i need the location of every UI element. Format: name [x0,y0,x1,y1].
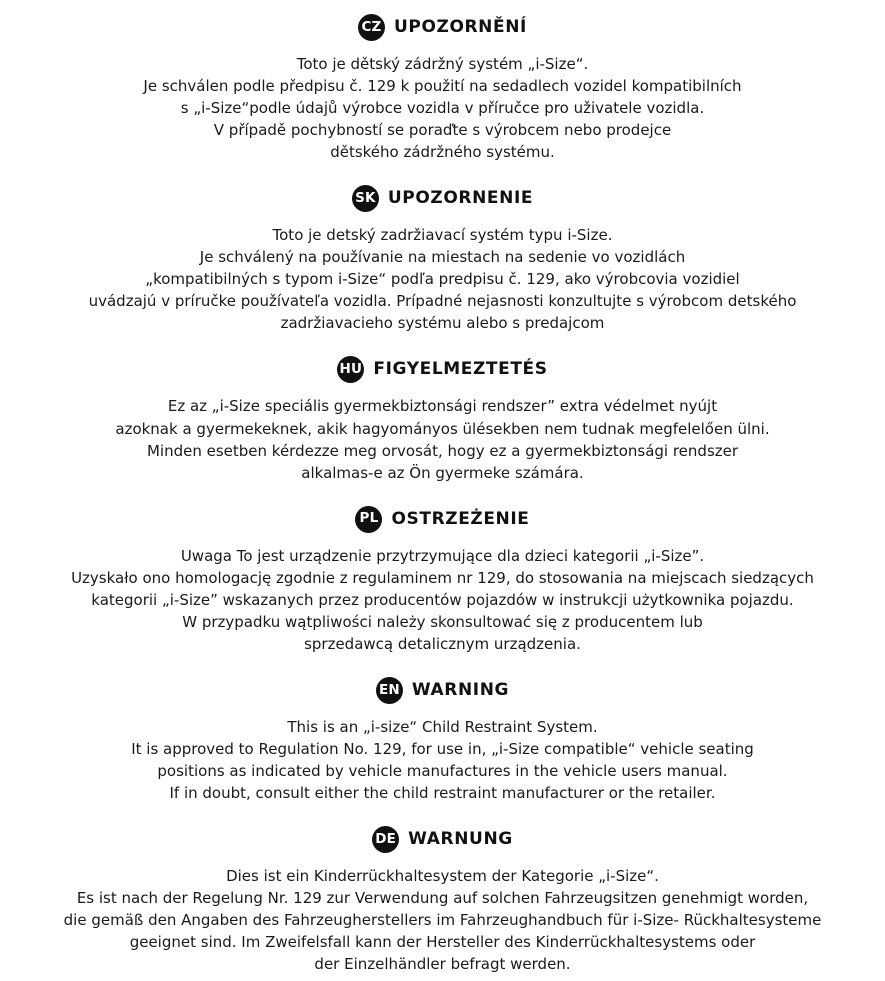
section-header-pl [0,506,885,533]
section-body-en [0,716,885,804]
body-line: Je schválen podle předpisu č. 129 k použití na sedadlech vozidel kompatibilních [143,77,742,96]
body-line: Toto je dětský zádržný systém „i-Size“. [296,55,589,73]
body-line: azoknak a gyermekeknek, akik hagyományos ülésekben nem tudnak megfelelően ülni. [115,419,770,438]
body-line: V případě pochybností se poraďte s výrobcem nebo prodejce [213,121,672,140]
body-line: „kompatibilných s typom i-Size“ podľa predpisu č. 129, ako výrobcovia vozidiel [145,270,740,289]
language-badge-hu: HU [337,356,364,383]
body-line: dětského zádržného systému. [330,143,555,162]
section-title-cz: UPOZORNĚNÍ [394,17,527,37]
body-line: positions as indicated by vehicle manufactures in the vehicle users manual. [157,761,728,780]
body-line: Je schválený na používanie na miestach na sedenie vo vozidlách [199,248,686,267]
warning-section-en [0,677,885,804]
body-line: W przypadku wątpliwości należy skonsultować się z producentem lub [182,612,703,631]
section-title-en: WARNING [411,679,510,700]
warning-section-pl [0,506,885,655]
body-line: Ez az „i-Size speciális gyermekbiztonsági rendszer” extra védelmet nyújt [167,397,718,416]
language-badge-sk: SK [352,185,379,212]
body-line: der Einzelhändler befragt werden. [314,955,571,974]
body-line: If in doubt, consult either the child restraint manufacturer or the retailer. [169,784,716,803]
language-badge-de: DE [372,826,399,853]
section-title-de: WARNUNG [408,829,513,850]
warning-section-sk [0,185,885,334]
warning-section-de [0,826,885,975]
language-badge-en: EN [376,677,403,704]
body-line: Es ist nach der Regelung Nr. 129 zur Verwendung auf solchen Fahrzeugsitzen genehmigt worden, [76,889,809,908]
body-line: Minden esetben kérdezze meg orvosát, hogy ez a gyermekbiztonsági rendszer [146,441,739,460]
language-badge-pl: PL [355,506,382,533]
section-body-cz [0,53,885,163]
body-line: s „i-Size“podle údajů výrobce vozidla v příručce pro uživatele vozidla. [180,99,705,118]
section-body-pl [0,545,885,655]
body-line: uvádzajú v príručke používateľa vozidla. Prípadné nejasnosti konzultujte s výrobcom detského [88,292,797,311]
body-line: zadržiavacieho systému alebo s predajcom [280,314,605,333]
body-line: geeignet sind. Im Zweifelsfall kann der Hersteller des Kinderrückhaltesystems oder [129,933,756,952]
section-title-pl: OSTRZEŻENIE [391,508,530,529]
section-title-sk: UPOZORNENIE [387,188,534,209]
section-body-de [0,865,885,975]
section-body-sk [0,224,885,334]
body-line: Uwaga To jest urządzenie przytrzymujące dla dzieci kategorii „i-Size”. [180,546,705,565]
body-line: Toto je detský zadržiavací systém typu i-Size. [272,226,613,245]
body-line: die gemäß den Angaben des Fahrzeugherstellers im Fahrzeughandbuch für i-Size- Rückhaltesysteme [63,911,822,930]
body-line: kategorii „i-Size” wskazanych przez producentów pojazdów w instrukcji użytkownika pojazdu. [91,590,794,609]
body-line: It is approved to Regulation No. 129, for use in, „i-Size compatible“ vehicle seating [131,739,754,758]
body-line: Uzyskało ono homologację zgodnie z regulaminem nr 129, do stosowania na miejscach siedzących [71,568,814,587]
language-badge-cz: CZ [358,14,385,41]
body-line: alkalmas-e az Ön gyermeke számára. [301,463,584,482]
warning-section-cz [0,14,885,163]
body-line: Dies ist ein Kinderrückhaltesystem der Kategorie „i-Size“. [226,867,659,886]
section-body-hu [0,395,885,483]
section-title-hu: FIGYELMEZTETÉS [373,359,548,380]
section-header-sk [0,185,885,212]
section-header-cz [0,14,885,41]
body-line: This is an „i-size“ Child Restraint System. [287,717,598,736]
section-header-en [0,677,885,704]
section-header-hu [0,356,885,383]
warning-section-hu [0,356,885,483]
body-line: sprzedawcą detalicznym urządzenia. [304,634,581,653]
